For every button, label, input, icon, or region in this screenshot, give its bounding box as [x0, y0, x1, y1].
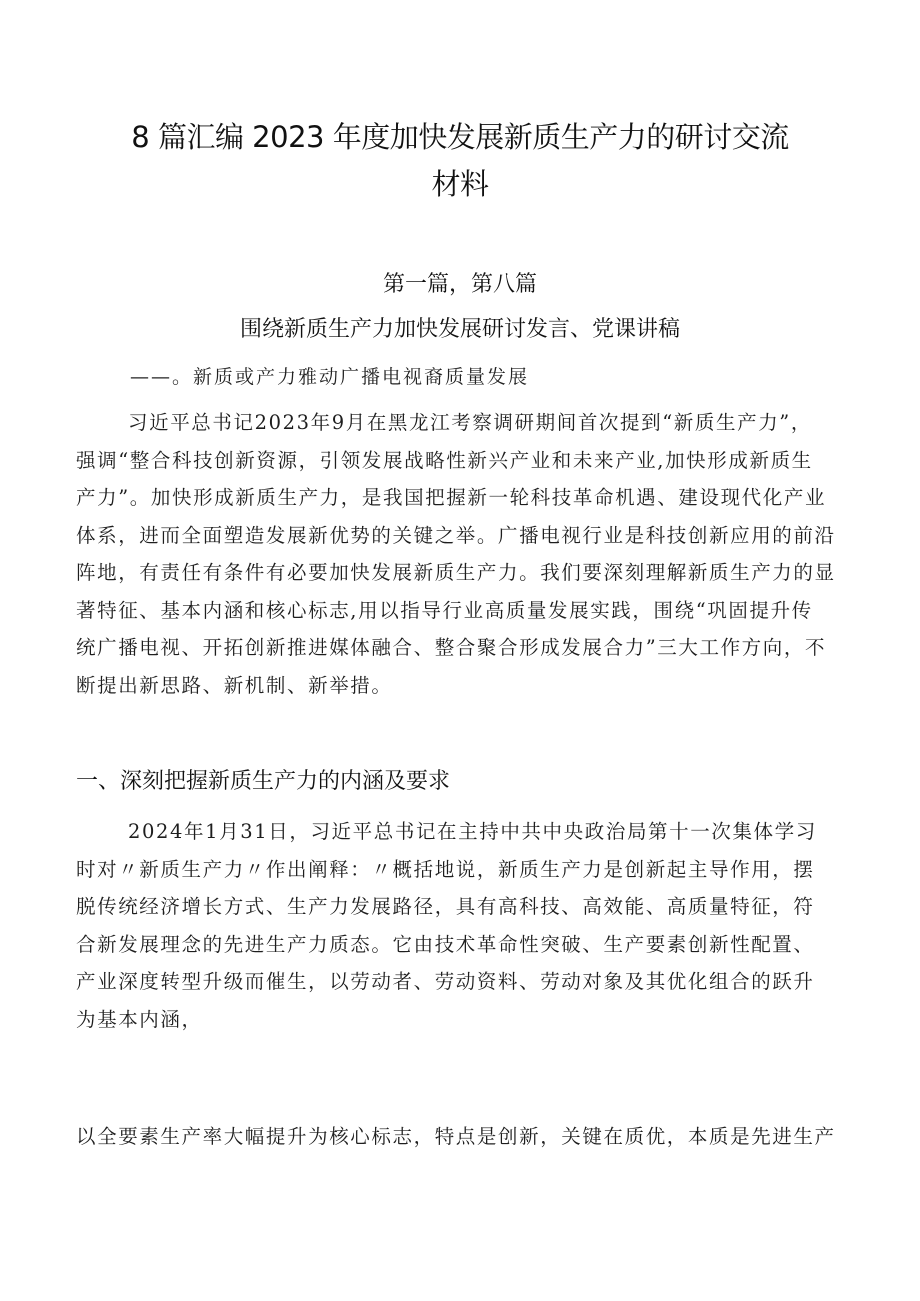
document-title-line-1: 8 篇汇编 2023 年度加快发展新质生产力的研讨交流	[131, 120, 789, 154]
paragraph-line: 脱传统经济增长方式、生产力发展路径，具有高科技、高效能、高质量特征，符	[76, 895, 815, 918]
paragraph-3	[76, 1118, 866, 1156]
paragraph-line: 习近平总书记2023年9月在黑龙江考察调研期间首次提到“新质生产力”，	[128, 411, 812, 434]
document-title-line-2: 材料	[431, 167, 489, 201]
paragraph-line: 产业深度转型升级而催生，以劳动者、劳动资料、劳动对象及其优化组合的跃升	[76, 970, 815, 993]
paragraph-line: 阵地，有责任有条件有必要加快发展新质生产力。我们要深刻理解新质生产力的显	[76, 561, 836, 584]
paragraph-line: 断提出新思路、新机制、新举措。	[76, 673, 393, 697]
document-subtitle-line-1: 第一篇，第八篇	[382, 272, 537, 297]
paragraph-line: 2024年1月31日，习近平总书记在主持中共中央政治局第十一次集体学习	[128, 820, 817, 843]
document-dash-subtitle: ——。新质或产力雅动广播电视裔质量发展	[130, 366, 530, 388]
paragraph-line: 强调“整合科技创新资源，引领发展战略性新兴产业和未来产业,加快形成新质生	[76, 448, 813, 472]
paragraph-line: 产力”。加快形成新质生产力，是我国把握新一轮科技革命机遇、建设现代化产业	[76, 486, 827, 509]
paragraph-line: 统广播电视、开拓创新推进媒体融合、整合聚合形成发展合力”三大工作方向，不	[76, 636, 827, 659]
paragraph-line: 合新发展理念的先进生产力质态。它由技术革命性突破、生产要素创新性配置、	[76, 932, 815, 956]
paragraph-line: 以全要素生产率大幅提升为核心标志，特点是创新，关键在质优，本质是先进生产	[76, 1125, 836, 1148]
paragraph-line: 著特征、基本内涵和核心标志,用以指导行业高质量发展实践，围绕“巩固提升传	[76, 598, 813, 622]
paragraph-1	[76, 404, 866, 704]
paragraph-line: 为基本内涵，	[76, 1007, 203, 1031]
section-heading-1: 一、深刻把握新质生产力的内涵及要求	[76, 769, 451, 794]
paragraph-line: 体系，进而全面塑造发展新优势的关键之举。广播电视行业是科技创新应用的前沿	[76, 523, 836, 547]
paragraph-2	[76, 813, 856, 1038]
document-subtitle-line-2: 围绕新质生产力加快发展研讨发言、党课讲稿	[239, 317, 680, 342]
paragraph-line: 时对〃新质生产力〃作出阐释：〃概括地说，新质生产力是创新起主导作用，摆	[76, 857, 815, 881]
